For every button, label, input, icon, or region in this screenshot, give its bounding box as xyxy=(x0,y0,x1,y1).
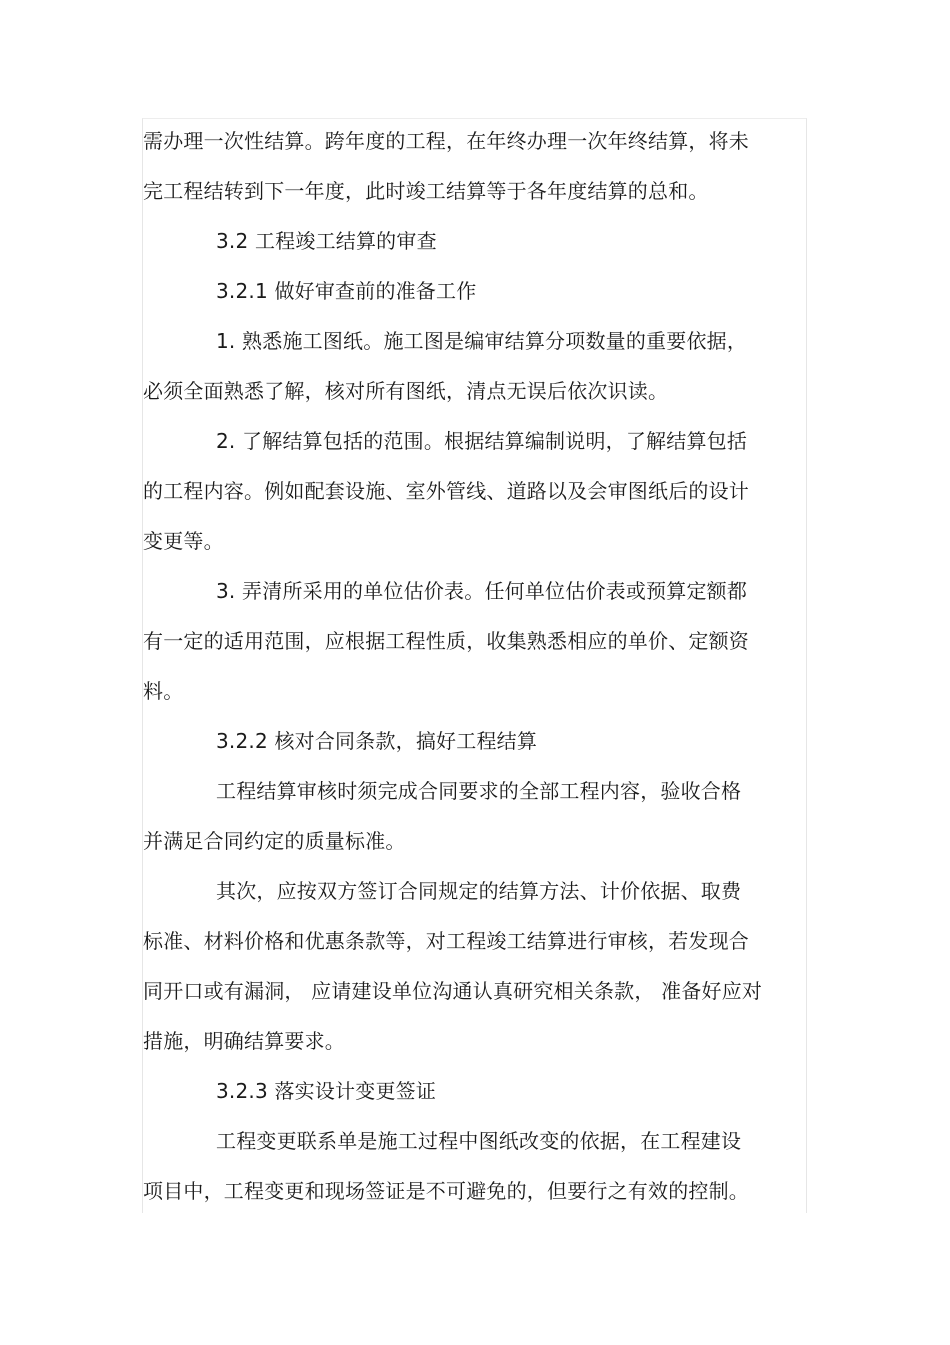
text-line: 必须全面熟悉了解，核对所有图纸，清点无误后依次识读。 xyxy=(143,379,669,403)
subsection-heading: 3.2.1 做好审查前的准备工作 xyxy=(216,279,477,303)
text-line: 同开口或有漏洞， 应请建设单位沟通认真研究相关条款， 准备好应对 xyxy=(143,979,763,1003)
text-line: 2. 了解结算包括的范围。根据结算编制说明，了解结算包括 xyxy=(216,429,748,453)
text-line: 工程变更联系单是施工过程中图纸改变的依据，在工程建设 xyxy=(216,1129,742,1153)
text-line: 工程结算审核时须完成合同要求的全部工程内容，验收合格 xyxy=(216,779,742,803)
text-line: 料。 xyxy=(143,679,184,703)
text-line: 变更等。 xyxy=(143,529,224,553)
text-line: 3. 弄清所采用的单位估价表。任何单位估价表或预算定额都 xyxy=(216,579,748,603)
text-line: 措施，明确结算要求。 xyxy=(143,1029,345,1053)
section-heading: 3.2 工程竣工结算的审查 xyxy=(216,229,437,253)
text-line: 有一定的适用范围，应根据工程性质，收集熟悉相应的单价、定额资 xyxy=(143,629,749,653)
subsection-heading: 3.2.3 落实设计变更签证 xyxy=(216,1079,437,1103)
text-line: 并满足合同约定的质量标准。 xyxy=(143,829,406,853)
text-line: 标准、材料价格和优惠条款等，对工程竣工结算进行审核，若发现合 xyxy=(143,929,749,953)
text-line: 需办理一次性结算。跨年度的工程，在年终办理一次年终结算，将未 xyxy=(143,129,749,153)
text-line: 项目中，工程变更和现场签证是不可避免的，但要行之有效的控制。 xyxy=(143,1179,749,1203)
text-line: 1. 熟悉施工图纸。施工图是编审结算分项数量的重要依据， xyxy=(216,329,748,353)
subsection-heading: 3.2.2 核对合同条款，搞好工程结算 xyxy=(216,729,538,753)
text-line: 的工程内容。例如配套设施、室外管线、道路以及会审图纸后的设计 xyxy=(143,479,749,503)
text-line: 其次，应按双方签订合同规定的结算方法、计价依据、取费 xyxy=(216,879,742,903)
text-line: 完工程结转到下一年度，此时竣工结算等于各年度结算的总和。 xyxy=(143,179,709,203)
